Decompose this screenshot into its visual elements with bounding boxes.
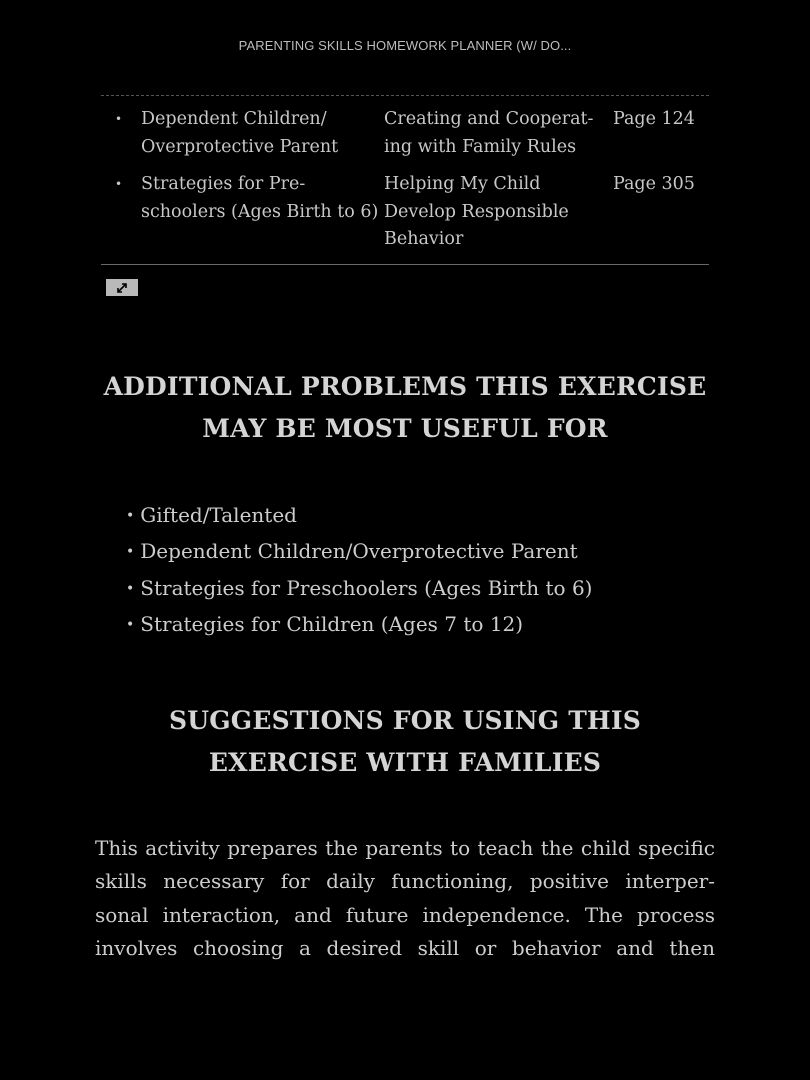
list-item: • Strategies for Preschoolers (Ages Birth to 6) <box>126 575 593 600</box>
list-item-text: Strategies for Preschoolers (Ages Birth to 6) <box>140 575 593 600</box>
table-row <box>101 161 709 264</box>
problem-cell <box>141 106 384 161</box>
problem-line: schoolers (Ages Birth to 6) <box>141 201 379 222</box>
paragraph-line: sonal interaction, and future independence. The process <box>95 902 715 927</box>
bullet: • <box>115 112 123 126</box>
problem-line: Dependent Children/ <box>141 109 327 129</box>
bullet: • <box>115 177 123 191</box>
suggestions-heading <box>0 700 810 783</box>
exercise-line: Helping My Child <box>384 174 541 194</box>
exercise-line: Creating and Cooperat- <box>384 109 594 129</box>
expand-arrows-icon <box>115 282 129 294</box>
exercise-line: Develop Responsible <box>384 201 569 222</box>
exercise-cell <box>384 171 613 254</box>
heading-line: SUGGESTIONS FOR USING THIS <box>169 706 641 735</box>
paragraph-line: skills necessary for daily functioning, positive interper- <box>95 869 715 894</box>
problem-line: Overprotective Parent <box>141 136 339 157</box>
heading-line: MAY BE MOST USEFUL FOR <box>202 413 608 443</box>
list-item: • Dependent Children/Overprotective Parent <box>126 539 578 564</box>
list-item-text: Gifted/Talented <box>140 503 297 527</box>
list-item: • Gifted/Talented <box>126 503 297 527</box>
heading-line: EXERCISE WITH FAMILIES <box>208 747 602 777</box>
cross-reference-table <box>101 95 709 265</box>
table-row <box>101 96 709 161</box>
list-item-text: Strategies for Children (Ages 7 to 12) <box>140 611 524 636</box>
additional-problems-heading <box>0 366 810 449</box>
list-item-text: Dependent Children/Overprotective Parent <box>140 539 578 564</box>
list-item: • Strategies for Children (Ages 7 to 12) <box>126 611 524 636</box>
heading-line: ADDITIONAL PROBLEMS THIS EXERCISE <box>103 372 707 401</box>
page-cell: Page 124 <box>613 109 695 129</box>
expand-table-button[interactable] <box>106 279 138 296</box>
page-cell: Page 305 <box>613 174 695 194</box>
book-title: PARENTING SKILLS HOMEWORK PLANNER (W/ DO... <box>238 38 572 53</box>
suggestions-paragraph <box>95 832 715 965</box>
problem-line: Strategies for Pre- <box>141 174 306 194</box>
paragraph-line: This activity prepares the parents to teach the child specific <box>95 836 715 860</box>
exercise-cell <box>384 106 613 161</box>
exercise-line: ing with Family Rules <box>384 136 577 157</box>
exercise-line: Behavior <box>384 229 464 249</box>
additional-problems-list <box>126 499 592 644</box>
problem-cell <box>141 171 384 254</box>
paragraph-line: involves choosing a desired skill or behavior and then <box>95 935 715 960</box>
